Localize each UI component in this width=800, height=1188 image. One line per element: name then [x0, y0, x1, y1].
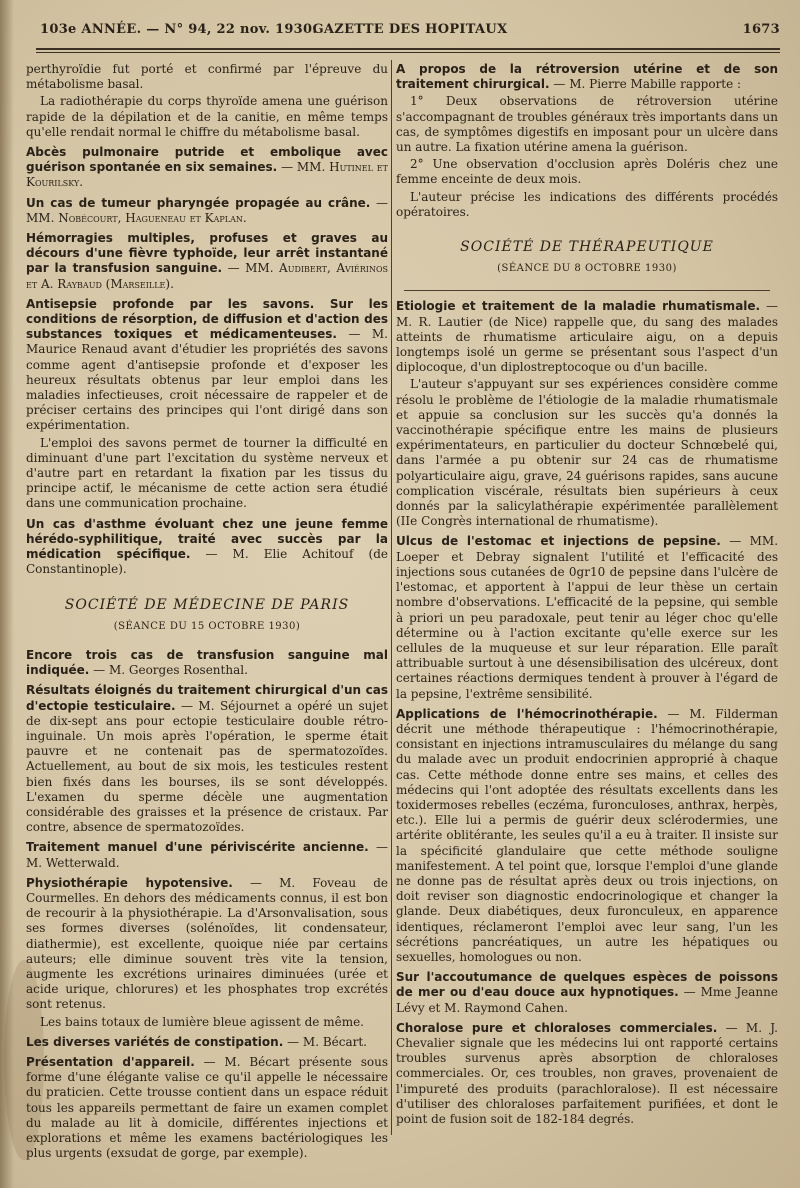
right-column: [396, 62, 778, 1132]
article-paragraph: L'auteur précise les indications des différents procédés opératoires.: [396, 189, 778, 219]
left-column: [26, 62, 388, 1166]
article-body: — M. Séjournet a opéré un sujet de dix-sept ans pour ectopie testiculaire double rétro-inguinale. Un mois après l'opération, le sperme était pauvre et ne contenait pas de spermatozoïdes. Actuellement, au bout de six mois, les testicules restent bien fixés dans les bourses, ils se sont développés. L'examen du sperme décèle une augmentation considérable des graisses et la présence de cristaux. Par contre, absence de spermatozoïdes.: [26, 698, 388, 835]
article-title: Abcès pulmonaire putride et embolique avec guérison spontanée en six semaines.: [26, 145, 388, 175]
article-appareil: [26, 1055, 388, 1161]
section-meta: (SÉANCE DU 15 OCTOBRE 1930): [113, 620, 301, 632]
article-paragraph: L'emploi des savons permet de tourner la difficulté en diminuant d'une part l'excitation du système nerveux et d'autre part en retardant la fixation par les tissus du principe actif, le mécanisme de cette action sera étudié dans une communication prochaine.: [26, 435, 388, 511]
section-rule: [404, 290, 770, 291]
article-physiotherapie: [26, 876, 388, 1013]
article-paragraph: 1° Deux observations de rétroversion utérine s'accompagnant de troubles généraux très importants dans un cas, de symptômes digestifs en imposant pour un ulcère dans un autre. La fixation utérine amena la guérison.: [396, 94, 778, 155]
article-title: Un cas de tumeur pharyngée propagée au crâne.: [26, 195, 371, 210]
continued-paragraph: La radiothérapie du corps thyroïde amena une guérison rapide de la dépilation et de la canitie, en même temps qu'elle rendait normal le chiffre du métabolisme basal.: [26, 94, 388, 139]
page-header: [40, 22, 780, 42]
article-title: Résultats éloignés du traitement chirurgical d'un cas d'ectopie testiculaire.: [26, 683, 388, 713]
article-title: Un cas d'asthme évoluant chez une jeune femme hérédo-syphilitique, traité avec succès par la médication spécifique.: [26, 516, 388, 562]
article-ulcus: [396, 534, 778, 701]
article-body: — MM. Loeper et Debray signalent l'utilité et l'efficacité des injections sous cutanées de 0gr10 de pepsine dans l'ulcère de l'estomac, et apportent à l'appui de leur thèse un certain nombre d'observations. L'efficacité de la pepsine, qui semble à priori un peu paradoxale, peut tenir au léger choc qu'elle détermine ou à l'action excitante qu'elle exerce sur les cellules de la muqueuse et sur leur réparation. Elle paraît attribuable surtout à une désensibilisation des ulcéreux, dont certaines réactions dermiques tendent à prouver à l'égard de la pepsine, l'extrême sensibilité.: [396, 534, 779, 701]
article-rhumatisme: [396, 299, 778, 375]
article-body: — M. Foveau de Courmelles. En dehors des médicaments connus, il est bon de recourir à la physiothérapie. La d'Arsonvalisation, sous ses formes diverses (solénoïdes, lit condensateur, diathermie), est excellente, quoique niée par certains auteurs; elle diminue souvent très vite la tension, augmente les excrétions urinaires diminuées (urée et acide urique, chlorures) et les phosphates trop excrétés sont retenus.: [26, 875, 388, 1012]
article-title: Encore trois cas de transfusion sanguine mal indiquée.: [26, 647, 388, 678]
section-title: SOCIÉTÉ DE MÉDECINE DE PARIS: [64, 596, 350, 613]
journal-title: GAZETTE DES HOPITAUX: [312, 22, 508, 37]
article-paragraph: Les bains totaux de lumière bleue agissent de même.: [40, 1014, 364, 1029]
article-periviscerite: [26, 840, 388, 870]
article-body: — M. R. Lautier (de Nice) rappelle que, du sang des malades atteints de rhumatisme articulaire aigu, on a depuis longtemps isolé un germe se présentant sous l'aspect d'un diplocoque, d'un diplostreptocoque ou d'un bacille.: [396, 299, 778, 375]
article-title: Ulcus de l'estomac et injections de pepsine.: [396, 534, 721, 549]
article-paragraph: L'auteur s'appuyant sur ses expériences considère comme résolu le problème de l'étiologie de la maladie rhumatismale et appuie sa conclusion sur les succès qu'a donnés la vaccinothérapie spécifique entre les mains de plusieurs expérimentateurs, en particulier du docteur Schnœbelé qui, dans l'armée a pu obtenir sur 24 cas de rhumatisme polyarticulaire aigu, grave, 24 guérisons rapides, sans aucune complication viscérale, résultats bien supérieurs à ceux donnés par la salicylathérapie expérimentée parallèlement (IIe Congrès international de rhumatisme).: [396, 377, 778, 529]
article-title: Antisepsie profonde par les savons. Sur les conditions de résorption, de diffusion et d'action des substances toxiques et médicamenteuses.: [26, 296, 388, 342]
page-number: 1673: [742, 22, 780, 37]
section-meta: (SÉANCE DU 8 OCTOBRE 1930): [497, 263, 677, 275]
header-rule: [36, 48, 780, 50]
article-authors: — MM. Hutinel et Kourilsky.: [26, 160, 388, 190]
article-title: Sur l'accoutumance de quelques espèces de poissons de mer ou d'eau douce aux hypnotiques.: [396, 970, 778, 1000]
article-body: — M. J. Chevalier signale que les médecins lui ont rapporté certains troubles survenus après absorption de chloraloses commerciales. Or, ces troubles, non graves, provenaient de l'impureté des produits (parachloralose). Il est nécessaire d'utiliser des chloraloses parfaitement purifiées, et dont le point de fusion soit de 182-184 degrés.: [396, 1020, 778, 1126]
continued-text: perthyroïdie fut porté et confirmé par l'épreuve du métabolisme basal.: [26, 62, 388, 92]
article-retroversion: [396, 62, 778, 92]
article-title: Présentation d'appareil.: [26, 1054, 195, 1069]
article-paragraph: 2° Une observation d'occlusion après Doléris chez une femme enceinte de deux mois.: [396, 157, 778, 187]
article-title: A propos de la rétroversion utérine et de son traitement chirurgical.: [396, 62, 778, 92]
article-authors: — M. Georges Rosenthal.: [93, 663, 248, 678]
article-body: — M. Maurice Renaud avant d'étudier les propriétés des savons comme agent d'antisepsie profonde et d'exposer les heureux résultats obtenus par leur emploi dans les maladies infectieuses, croit nécessaire de rappeler et de préciser certains des principes qui l'ont dirigé dans son expérimentation.: [26, 327, 388, 433]
column-divider: [391, 60, 392, 1135]
article-authors: — M. Pierre Mabille rapporte :: [553, 77, 742, 92]
article-title: Hémorragies multiples, profuses et graves au décours d'une fièvre typhoïde, leur arrêt instantané par la transfusion sanguine.: [26, 231, 388, 276]
article-abces: [26, 145, 388, 191]
article-body: — M. Filderman décrit une méthode thérapeutique : l'hémocrinothérapie, consistant en injections intramusculaires du mélange du sang du malade avec un produit endocrinien approprié à chaque cas. Cette méthode donne entre ses mains, et celles des médecins qui l'ont adoptée des résultats excellents dans les toxidermoses rebelles (eczéma, furonculoses, anthrax, herpès, etc.). Elle lui a permis de guérir deux sclérodermies, une artérite oblitérante, les seules qu'il a eu à traiter. Il insiste sur la spécificité glandulaire que cette méthode souligne manifestement. A tel point que, lorsque l'emploi d'une glande ne donne pas de résultat après deux ou trois injections, on doit reviser son diagnostic endocrinologique et changer la glande. Deux diabétiques, deux furonculeux, en apparence identiques, réclameront l'emploi avec leur sang, l'un les sécrétions pancréatiques, un autre les hépatiques ou sexuelles, homologues ou non.: [396, 706, 778, 964]
article-constipation: [26, 1035, 388, 1050]
article-title: Etiologie et traitement de la maladie rhumatismale.: [396, 299, 761, 314]
article-authors: — M. Bécart.: [287, 1034, 367, 1049]
article-authors: — MM. Audibert, Aviérinos et A. Raybaud (Marseille).: [26, 261, 388, 291]
article-tumeur: [26, 196, 388, 226]
article-title: Les diverses variétés de constipation.: [26, 1034, 284, 1049]
section-title: SOCIÉTÉ DE THÉRAPEUTIQUE: [460, 239, 714, 256]
article-title: Choralose pure et chloraloses commerciales.: [396, 1020, 718, 1035]
article-authors: — M. Wetterwald.: [26, 840, 388, 870]
article-authors: — MM. Nobécourt, Hagueneau et Kaplan.: [26, 195, 388, 225]
article-authors: — Mme Jeanne Lévy et M. Raymond Cahen.: [396, 985, 778, 1015]
article-title: Applications de l'hémocrinothérapie.: [396, 706, 658, 721]
article-authors: — M. Elie Achitouf (de Constantinople).: [26, 547, 388, 577]
article-asthme: [26, 517, 388, 578]
header-rule-thin: [36, 52, 780, 53]
article-ectopie: [26, 683, 388, 835]
article-title: Physiothérapie hypotensive.: [26, 875, 233, 890]
article-chloralose: [396, 1021, 778, 1127]
article-body: — M. Bécart présente sous forme d'une élégante valise ce qu'il appelle le nécessaire du praticien. Cette trousse contient dans un espace réduit tous les appareils permettant de faire un examen complet du malade au lit à domicile, différentes injections et explorations et même les examens bactériologiques les plus urgents (exsudat de gorge, par exemple).: [26, 1054, 388, 1161]
article-antisepsie: [26, 297, 388, 434]
article-title: Traitement manuel d'une périviscérite ancienne.: [26, 840, 369, 855]
article-hemocrinotherapie: [396, 707, 778, 965]
issue-info: 103e ANNÉE. — N° 94, 22 nov. 1930.: [40, 22, 318, 37]
article-poissons: [396, 970, 778, 1016]
article-transfusion: [26, 648, 388, 678]
article-hemorragies: [26, 231, 388, 292]
